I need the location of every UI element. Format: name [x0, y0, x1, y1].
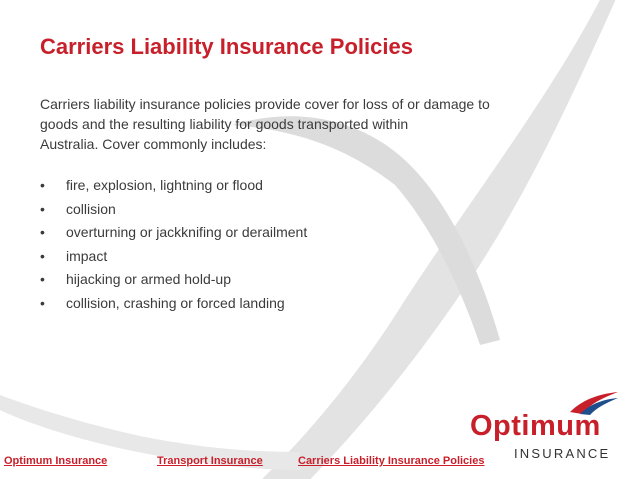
list-item-text: hijacking or armed hold-up — [66, 271, 231, 287]
logo-wordmark: Optimum — [470, 410, 601, 442]
bullet-marker: • — [40, 247, 45, 264]
bullet-marker: • — [40, 271, 45, 287]
footer-link-transport-insurance[interactable]: Transport Insurance — [157, 455, 263, 467]
bullet-marker: • — [40, 224, 45, 240]
bullet-marker: • — [40, 177, 45, 193]
footer-links — [0, 455, 500, 471]
intro-paragraph: Carriers liability insurance policies provide cover for loss of or damage to goods and the resulting liability for goods transported within Australia. Cover commonly includes: — [40, 96, 490, 152]
list-item-text: impact — [66, 247, 108, 264]
bullet-marker: • — [40, 294, 45, 311]
list-item-text: collision, crashing or forced landing — [66, 294, 285, 311]
footer-link-optimum-insurance[interactable]: Optimum Insurance — [4, 455, 108, 467]
bullet-marker: • — [40, 200, 45, 217]
list-item-text: fire, explosion, lightning or flood — [66, 177, 263, 193]
footer-link-carriers-liability[interactable]: Carriers Liability Insurance Policies — [298, 455, 485, 467]
list-item-text: overturning or jackknifing or derailment — [66, 224, 308, 240]
logo-subtitle: INSURANCE — [514, 446, 611, 461]
list-item-text: collision — [66, 200, 116, 217]
slide-title: Carriers Liability Insurance Policies — [40, 34, 413, 59]
